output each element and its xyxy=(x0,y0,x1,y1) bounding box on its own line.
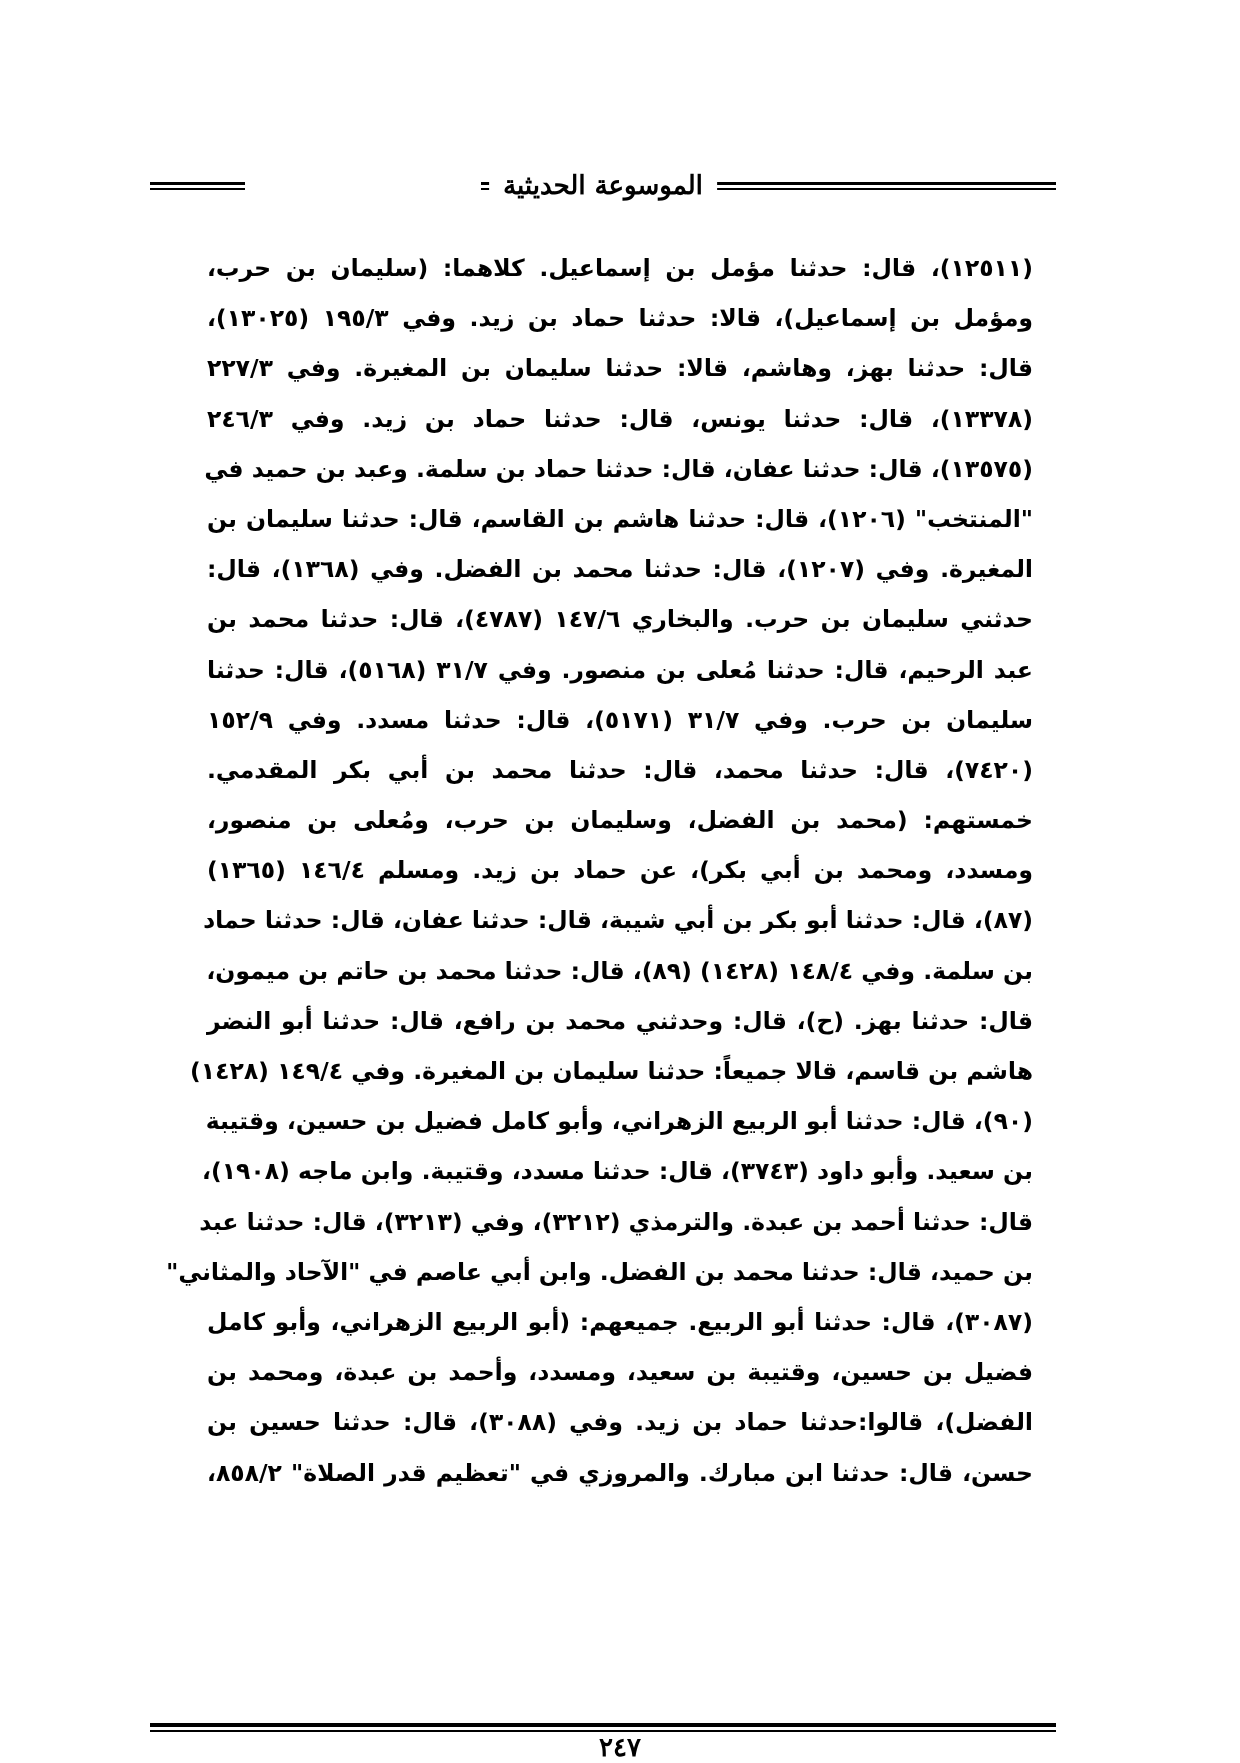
text-line: سليمان بن حرب. وفي ٣١/٧ (٥١٧١)، قال: حدثنا مسدد. وفي ١٥٢/٩ xyxy=(207,705,1034,734)
text-line: قال: حدثنا بهز. (ح)، قال: وحدثني محمد بن رافع، قال: حدثنا أبو النضر xyxy=(207,1006,1033,1035)
text-line: بن سلمة. وفي ١٤٨/٤ (١٤٢٨) (٨٩)، قال: حدثنا محمد بن حاتم بن ميمون، xyxy=(206,956,1033,985)
text-line: قال: حدثنا بهز، وهاشم، قالا: حدثنا سليمان بن المغيرة. وفي ٢٢٧/٣ xyxy=(207,354,1033,383)
text-line: حسن، قال: حدثنا ابن مبارك. والمروزي في "تعظيم قدر الصلاة" ٨٥٨/٢، xyxy=(207,1458,1033,1487)
text-line: (٣٠٨٧)، قال: حدثنا أبو الربيع. جميعهم: (أبو الربيع الزهراني، وأبو كامل xyxy=(207,1307,1033,1336)
text-line: حدثني سليمان بن حرب. والبخاري ١٤٧/٦ (٤٧٨٧)، قال: حدثنا محمد بن xyxy=(207,605,1033,634)
text-line: بن سعيد. وأبو داود (٣٧٤٣)، قال: حدثنا مسدد، وقتيبة. وابن ماجه (١٩٠٨)، xyxy=(202,1157,1033,1186)
page-header xyxy=(150,168,1056,208)
text-line: المغيرة. وفي (١٢٠٧)، قال: حدثنا محمد بن الفضل. وفي (١٣٦٨)، قال: xyxy=(207,555,1033,584)
text-line: قال: حدثنا أحمد بن عبدة. والترمذي (٣٢١٢)، وفي (٣٢١٣)، قال: حدثنا عبد xyxy=(199,1207,1033,1236)
page-number: ٢٤٧ xyxy=(599,1733,641,1763)
body-text xyxy=(166,243,1034,1498)
text-line: عبد الرحيم، قال: حدثنا مُعلى بن منصور. وفي ٣١/٧ (٥١٦٨)، قال: حدثنا xyxy=(207,655,1033,684)
text-line: فضيل بن حسين، وقتيبة بن سعيد، ومسدد، وأحمد بن عبدة، ومحمد بن xyxy=(207,1358,1033,1387)
text-line: ومؤمل بن إسماعيل)، قالا: حدثنا حماد بن زيد. وفي ١٩٥/٣ (١٣٠٢٥)، xyxy=(207,304,1034,333)
text-line: (١٢٥١١)، قال: حدثنا مؤمل بن إسماعيل. كلاهما: (سليمان بن حرب، xyxy=(207,254,1033,282)
text-line: الفضل)، قالوا:حدثنا حماد بن زيد. وفي (٣٠٨٨)، قال: حدثنا حسين بن xyxy=(207,1408,1033,1437)
text-line: "المنتخب" (١٢٠٦)، قال: حدثنا هاشم بن القاسم، قال: حدثنا سليمان بن xyxy=(207,504,1033,533)
text-line: خمستهم: (محمد بن الفضل، وسليمان بن حرب، ومُعلى بن منصور، xyxy=(207,806,1033,835)
text-line: (٨٧)، قال: حدثنا أبو بكر بن أبي شيبة، قال: حدثنا عفان، قال: حدثنا حماد xyxy=(203,906,1033,935)
header-rule-left xyxy=(150,182,245,192)
text-line: (١٣٣٧٨)، قال: حدثنا يونس، قال: حدثنا حماد بن زيد. وفي ٢٤٦/٣ xyxy=(207,404,1033,433)
page-title: الموسوعة الحديثية xyxy=(489,168,717,204)
text-line: ومسدد، ومحمد بن أبي بكر)، عن حماد بن زيد. ومسلم ١٤٦/٤ (١٣٦٥) xyxy=(207,856,1034,885)
text-line: بن حميد، قال: حدثنا محمد بن الفضل. وابن أبي عاصم في "الآحاد والمثاني" xyxy=(166,1257,1033,1286)
text-line: (٧٤٢٠)، قال: حدثنا محمد، قال: حدثنا محمد بن أبي بكر المقدمي. xyxy=(207,755,1033,784)
text-line: هاشم بن قاسم، قالا جميعاً: حدثنا سليمان بن المغيرة. وفي ١٤٩/٤ (١٤٢٨) xyxy=(190,1057,1033,1085)
footer-rule xyxy=(150,1723,1056,1732)
text-line: (١٣٥٧٥)، قال: حدثنا عفان، قال: حدثنا حماد بن سلمة. وعبد بن حميد في xyxy=(204,454,1033,483)
text-line: (٩٠)، قال: حدثنا أبو الربيع الزهراني، وأبو كامل فضيل بن حسين، وقتيبة xyxy=(205,1107,1033,1136)
